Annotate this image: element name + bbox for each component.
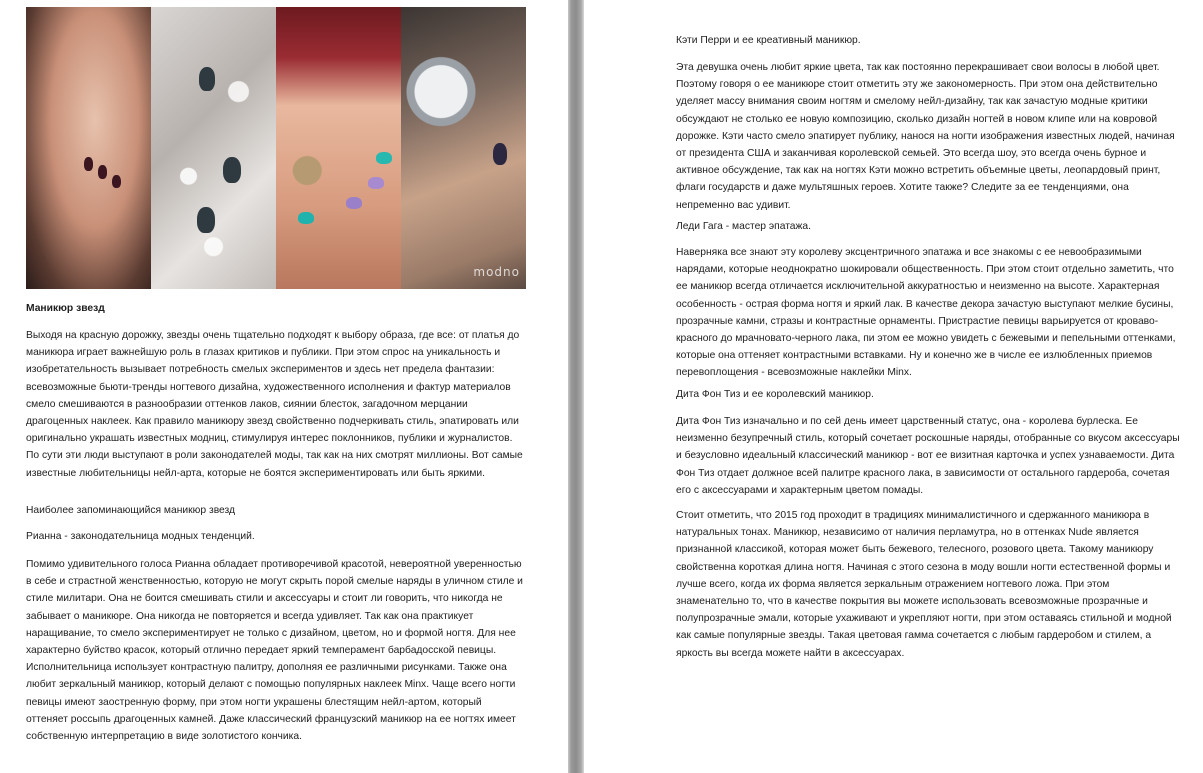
subheading-memorable: Наиболее запоминающийся маникюр звезд — [26, 505, 236, 516]
dita-paragraph: Дита Фон Тиз изначально и по сей день имеет царственный статус, она - королева бурлеска. Ее неизменно безупречный стиль, который сочетает роскошные наряды, отобранные со вкусом аксессуары и безусловно идеальный классический маникюр - вот ее визитная карточка и успех узнаваемости. Дита Фон Тиз отдает должное всей палитре красного лака, в зависимости от остального гардероба, сочетая его с аксессуарами и характерным цветом помады. — [676, 416, 1180, 496]
page-gutter — [568, 0, 584, 773]
rihanna-title: Рианна - законодательница модных тенденций. — [26, 531, 255, 542]
watermark-text: modno — [473, 265, 520, 279]
photo-colorful-nails — [276, 7, 401, 289]
right-page — [584, 0, 1203, 773]
rihanna-paragraph: Помимо удивительного голоса Рианна обладает противоречивой красотой, невероятной уверенностью в себе и страстной женственностью, которую не могут скрыть порой смелые наряды в уличном стиле и стиле милитари. Она не боится смешивать стили и аксессуары и стоит ли говорить, что никогда не забывает о маникюре. Она никогда не повторяется и всегда удивляет. Так как она практикует наращивание, то смело экспериментирует не только с дизайном, цветом, но и формой ногтя. Для нее характерно буйство красок, который отлично передает яркий темперамент барбадосской певицы. Исполнительница использует контрастную палитру, дополняя ее различными рисунками. Также она любит зеркальный маникюр, который делают с помощью популярных наклеек Minx. Чаще всего ногти певицы имеют заостренную форму, при этом ногти украшены блестящим нейл-артом, который оттеняет россыпь драгоценных камней. Даже классический французский маникюр на ее ногтях имеет собственную интерпретацию в виде золотистого кончика. — [26, 559, 523, 743]
photo-glitter-nails — [401, 7, 526, 289]
gaga-paragraph: Наверняка все знают эту королеву эксцентричного эпатажа и все знакомы с ее невообразимыми нарядами, которые неоднократно шокировали общественность. При этом стоит отдельно заметить, что ее маникюр всегда отличается исключительной аккуратностью и неизменно на высоте. Характерная особенность - острая форма ногтя и яркий лак. В качестве декора зачастую выступают мелкие бусины, прозрачные камни, стразы и контрастные орнаменты. Пристрастие певицы варьируется от кроваво-красного до мрачновато-черного лака, пи этом ее можно увидеть с бежевыми и пепельными оттенками, которые она оттеняет контрастными вставками. Ну и конечно же в числе ее излюбленных приемов перевоплощения - всевозможные наклейки Minx. — [676, 247, 1176, 379]
katy-title: Кэти Перри и ее креативный маникюр. — [676, 35, 861, 46]
dita-title: Дита Фон Тиз и ее королевский маникюр. — [676, 389, 874, 400]
photo-gray-nails — [151, 7, 276, 289]
intro-paragraph: Выходя на красную дорожку, звезды очень тщательно подходят к выбору образа, где все: от платья до маникюра играет важнейшую роль в глазах критиков и публики. При этом спрос на уникальность и изобретательность вызывает потребность смелых экспериментов и здесь нет предела фантазии: всевозможные бьюти-тренды ногтевого дизайна, художественного исполнения и фактур материалов смело смешиваются в разнообразии оттенков лаков, сиянии блесток, загадочном мерцании драгоценных наклеек. Как правило маникюру звезд свойственно подчеркивать стиль, эпатировать или оригинально украшать известных модниц, стимулируя интерес поклонников, публики и журналистов. По сути эти люди выступают в роли законодателей моды, так как на них смотрят миллионы. Вот самые известные любительницы нейл-арта, которые не боятся экспериментировать или быть яркими. — [26, 330, 523, 479]
heading-star-manicure: Маникюр звезд — [26, 303, 105, 314]
final-paragraph: Стоит отметить, что 2015 год проходит в традициях минималистичного и сдержанного маникюра в натуральных тонах. Маникюр, независимо от наличия перламутра, но в оттенках Nude является признанной классикой, которая может быть бежевого, телесного, розового цвета. Такому маникюру свойственна короткая длина ногтя. Начиная с этого сезона в моду вошли ногти естественной формы и лучше всего, когда их форма является зеркальным отражением ногтевого ложа. При этом знаменательно то, что в качестве покрытия вы можете использовать всевозможные прозрачные и полупрозрачные эмали, которые ухаживают и укрепляют ногти, при этом оставаясь стильной и модной как самые популярные звезды. Такая цветовая гамма сочетается с любым гардеробом и стилем, а яркость вы всегда можете найти в аксессуарах. — [676, 510, 1172, 659]
photo-dark-nails — [26, 7, 151, 289]
left-page — [0, 0, 568, 773]
gaga-title: Леди Гага - мастер эпатажа. — [676, 221, 812, 232]
manicure-photo-collage — [26, 7, 526, 289]
katy-paragraph: Эта девушка очень любит яркие цвета, так как постоянно перекрашивает свои волосы в любой цвет. Поэтому говоря о ее маникюре стоит отметить эту же закономерность. При этом она действительно уделяет массу внимания своим ногтям и смелому нейл-дизайну, так как зачастую модные критики обсуждают не столько ее новую композицию, сколько дизайн ногтей в новом клипе или на ковровой дорожке. Кэти часто смело эпатирует публику, нанося на ногти изображения известных людей, начиная от президента США и заканчивая королевской семьей. Это всегда шоу, это всегда очень бурное и активное обсуждение, так как на ногтях Кэти можно встретить объемные цветы, леопардовый принт, флаги государств и даже мультяшных героев. Хотите также? Следите за ее тенденциями, она непременно вас удивит. — [676, 62, 1175, 211]
